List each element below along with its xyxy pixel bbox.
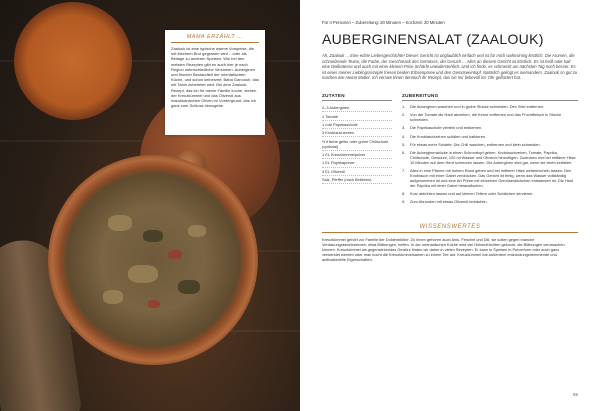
- step-number: 4.: [402, 133, 406, 139]
- ingredients-heading: ZUTATEN: [322, 93, 392, 101]
- recipe-title: AUBERGINENSALAT (ZAALOUK): [322, 31, 544, 47]
- step-text: Kurz abkühlen lassen und auf kleinen Tellern oder Schälchen servieren.: [410, 191, 534, 197]
- ingredient-item: 3 EL Olivenöl: [322, 168, 392, 176]
- knowledge-text: Kreuzkümmel gehört zur Familie der Doldenblütler. Zu ihnen gehören auch Anis, Fenchel und Dill, sie sollen gegen manche Verdauungsbeschwerden, etwa Blähungen, helfen. In der orientalischen Küche wird viel Hülsenfrüchten gekocht, die Blähungen verursachen können. Kreuzkümmel als gegenwirkendes Gewürz finden wir daher in vielen Rezepten. Er kann in Speisen in Pulverform oder auch ganz verwendet werden oder man kocht die Kreuzkümmelsamen zu einem Tee auf. Kreuzkümmel hat außerdem entzündungshemmende und antibakterielle Eigenschaften.: [322, 236, 565, 263]
- recipe-intro: Ah, Zaalouk ... Eine echte Liebesgeschichte! Dieses Gericht ist unglaublich einfach und ist für mich wahnsinnig köstlich. Die Aromen, die schmelzende Textur, die Farbe, der Geschmack des Gemüses, der Geruch ... Alles an diesem Gericht ist köstlich. Es ist heiß oder kalt eine Delikatesse und auch mit einer kleinen Prise Schärfe unwiderstehlich. Und ich finde, es schmeckt am nächsten Tag noch besser. Es ist eines meiner Lieblingsrezepte frieren beiden Erbsenpüree und den Gemüseeintopf. Natürlich gelingt es niemandem, Zaalouk so gut zu machen wie meine Mutter. Ich verrate Ihnen dennoch ihr Rezept, das sie mir liebevoll ins Ohr geflüstert hat.: [322, 53, 578, 81]
- step-text: Die Auberginen waschen und in grobe Stücke schneiden. Den Stiel entfernen.: [410, 103, 545, 109]
- step-text: Die Paprikaschote vierteln und entkernen.: [410, 125, 483, 131]
- ingredient-item: 1 Tomate: [322, 112, 392, 120]
- ingredients-list: [322, 104, 392, 184]
- step-number: 6.: [402, 149, 406, 155]
- step-number: 1.: [402, 103, 406, 109]
- step-item: [402, 199, 578, 204]
- ingredient-item: 1 EL Kreuzkümmelpulver: [322, 151, 392, 159]
- steps-section: [402, 93, 578, 208]
- step-item: [402, 125, 578, 130]
- step-item: [402, 150, 578, 165]
- ingredient-item: Salz, Pfeffer (nach Belieben): [322, 176, 392, 184]
- step-number: 5.: [402, 141, 406, 147]
- mama-note-box: [165, 30, 265, 135]
- step-number: 9.: [402, 199, 406, 205]
- note-title: MAMA ERZÄHLT ...: [171, 34, 259, 43]
- step-text: Zum Abrunden mit etwas Olivenöl beträufeln.: [410, 199, 488, 205]
- recipe-columns: [322, 93, 578, 208]
- spice-bowl: [14, 2, 132, 120]
- step-text: Die Knoblauchzehen schälen und halbieren.: [410, 133, 487, 139]
- knowledge-title: WISSENSWERTES: [322, 224, 578, 233]
- step-text: Alles in eine Pfanne mit hohem Rand geben und bei mittlerer Hitze weiterköcheln lassen. Den Knoblauch mit einer Gabel zerdrücken. Das Gericht ist fertig, wenn das Wasser vollständig aufgenommen ist und eine Art Püree mit einzelnen Gemüsestückchen entstanden ist. Die Haut der Paprika mit einer Gabel herausfischen.: [410, 168, 574, 189]
- ingredient-item: 3 Knoblauchzehen: [322, 129, 392, 137]
- step-item: [402, 134, 578, 139]
- step-number: 2.: [402, 112, 406, 118]
- step-number: 7.: [402, 168, 406, 174]
- ingredient-item: 1 rote Paprikaschote: [322, 121, 392, 129]
- ingredients-section: [322, 93, 392, 208]
- step-number: 8.: [402, 191, 406, 197]
- step-item: [402, 112, 578, 122]
- recipe-meta: Für 4 Personen – Zubereitung: 20 Minuten – Kochzeit: 20 Minuten: [322, 20, 445, 25]
- step-item: [402, 104, 578, 109]
- note-text: Zaalouk ist eine typische warme Vorspeise, die mit frischem Brot gegessen wird – oder als Beilage zu anderen Speisen. Wie bei den meisten Rezepten gibt es auch hier je nach Region unterschiedliche Versionen. Auberginen und frischer Bestandteil der orientalischen Küche, und schon seinerzeit: Baba Ganoush, das mit Tahin zubereitet wird. Bei dem Zaalouk-Rezept, das ich für meine Familie koche, stehen der Kreuzkümmel und das Olivenöl aus marokkanischen Oliven im Vordergrund, das ich ganz zum Schluss hinzugebe.: [171, 46, 259, 109]
- step-text: Von der Tomate die Haut abziehen, die Kerne entfernen und das Fruchtfleisch in Stücke schneiden.: [410, 112, 562, 123]
- step-item: [402, 168, 578, 188]
- step-number: 3.: [402, 125, 406, 131]
- zaalouk-bowl: [48, 155, 258, 365]
- step-text: Für etwas mehr Schärfe: Die Chili waschen, entkernen und klein schneiden.: [410, 141, 541, 147]
- page-number: 55: [572, 392, 578, 397]
- ingredient-item: 1 EL Paprikapulver: [322, 159, 392, 167]
- recipe-page: [300, 0, 600, 411]
- ingredient-item: ½ frische gelbe oder grüne Chilischote (optional): [322, 137, 392, 150]
- ingredient-item: 2–3 Auberginen: [322, 104, 392, 112]
- step-item: [402, 142, 578, 147]
- steps-heading: ZUBEREITUNG: [402, 93, 578, 101]
- step-text: Die Auberginenstücke in einen Schmortopf geben. Knoblauchzehen, Tomate, Paprika, Chilischote, Gewürze, 120 ml Wasser und Olivenöl hinzufügen. Zudecken und bei mittlerer Hitze 10 Minuten auf dem Herd schmoren lassen. Die Auberginen sind gar, wenn sie leicht zerfallen.: [410, 149, 576, 165]
- step-item: [402, 191, 578, 196]
